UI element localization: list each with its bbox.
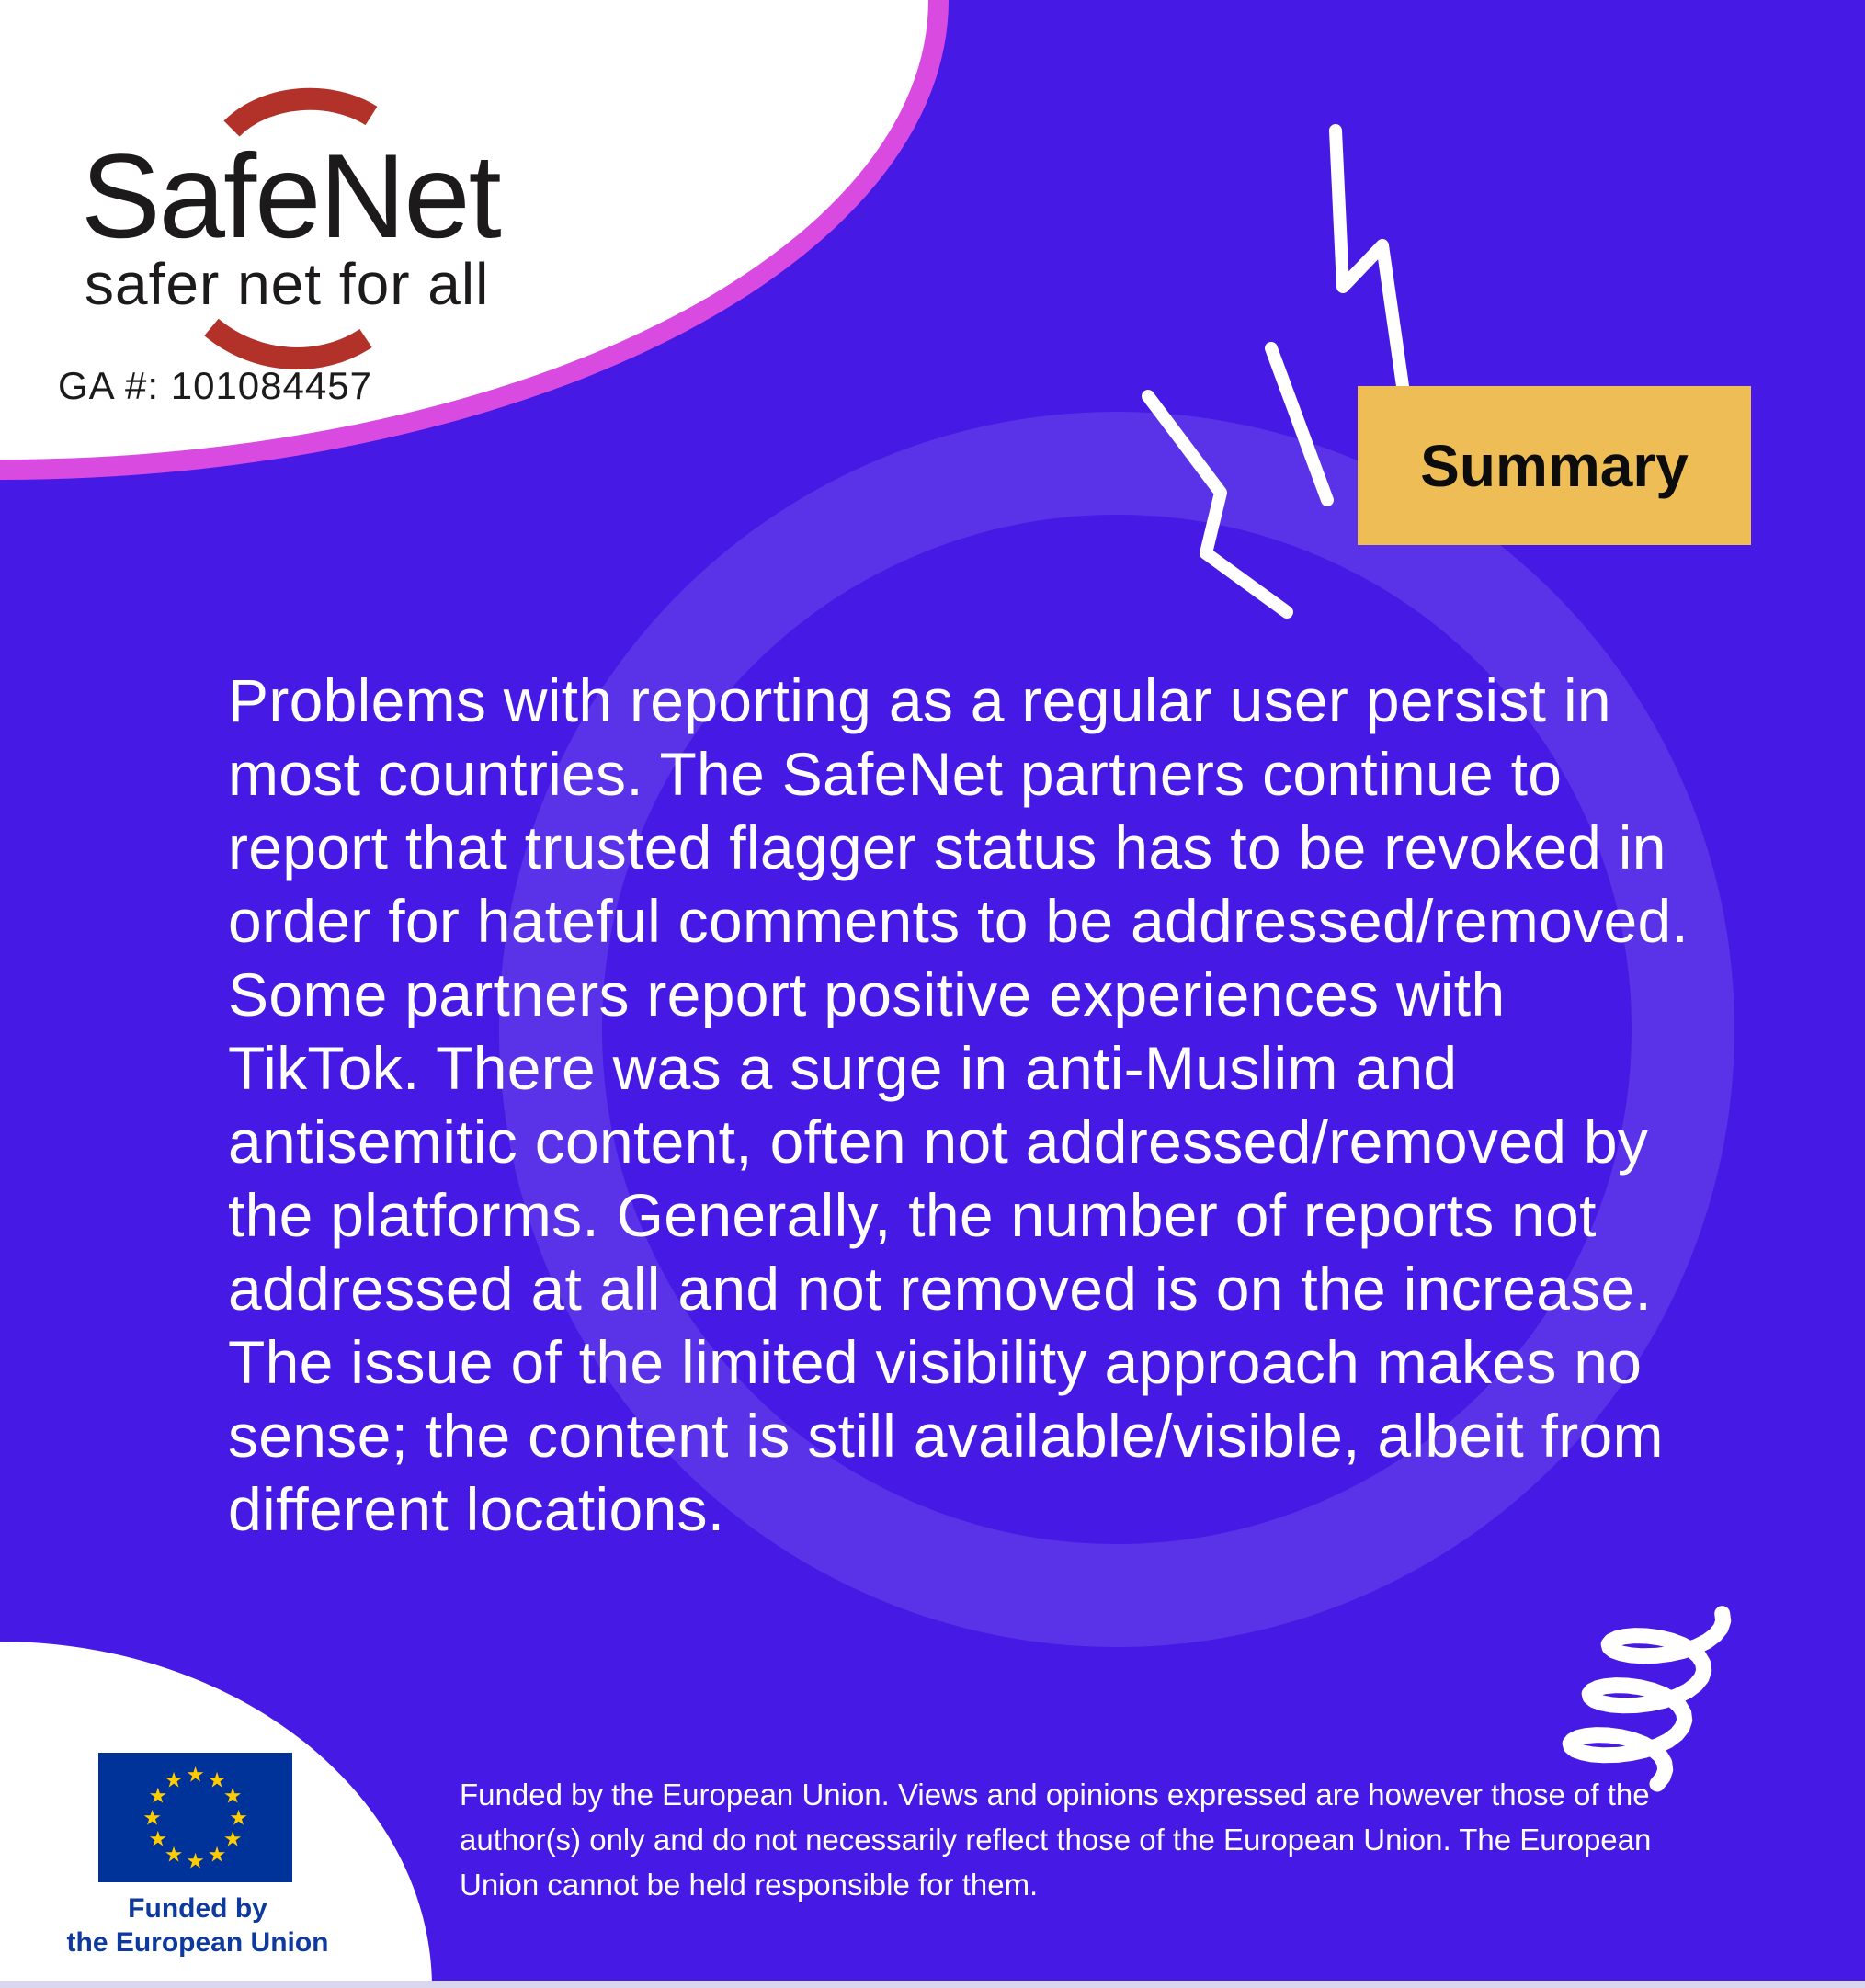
bottom-strip-decoration — [0, 1981, 1865, 1988]
eu-flag-star: ★ — [207, 1842, 227, 1867]
eu-flag-star: ★ — [164, 1767, 184, 1792]
eu-funding-label-line1: Funded by — [128, 1893, 267, 1924]
eu-flag-star: ★ — [142, 1805, 162, 1829]
logo-tagline: safer net for all — [85, 251, 490, 317]
eu-flag-icon — [98, 1753, 292, 1882]
eu-funding-label-line2: the European Union — [66, 1927, 329, 1958]
grant-agreement-number: GA #: 101084457 — [58, 364, 372, 407]
eu-flag-star: ★ — [222, 1783, 243, 1808]
summary-badge: Summary — [1358, 386, 1751, 545]
eu-flag-star: ★ — [186, 1848, 205, 1872]
eu-flag-star: ★ — [148, 1783, 168, 1808]
summary-paragraph: Problems with reporting as a regular user persist in most countries. The SafeNet partners continue to report that trusted flagger status has to be revoked in order for hateful comments to be addressed/removed. Some partners report positive experiences with TikTok. There was a surge in anti-Muslim and antisemitic content, often not addressed/removed by the platforms. Generally, the number of reports not addressed at all and not removed is on the increase. The issue of the limited visibility approach makes no sense; the content is still available/visible, albeit from different locations. — [228, 666, 1689, 1543]
disclaimer-text: Funded by the European Union. Views and opinions expressed are however those of the author(s) only and do not necessarily reflect those of the European Union. The European Union cannot be held responsible for them. — [460, 1778, 1652, 1902]
eu-flag-star: ★ — [229, 1805, 248, 1829]
eu-flag-star: ★ — [207, 1767, 227, 1792]
eu-flag-star: ★ — [164, 1842, 184, 1867]
eu-flag-star: ★ — [186, 1762, 205, 1786]
eu-funding-label — [0, 1891, 395, 1960]
eu-flag-star: ★ — [222, 1826, 243, 1851]
eu-flag-star: ★ — [148, 1826, 168, 1851]
logo-title: SafeNet — [81, 129, 500, 263]
